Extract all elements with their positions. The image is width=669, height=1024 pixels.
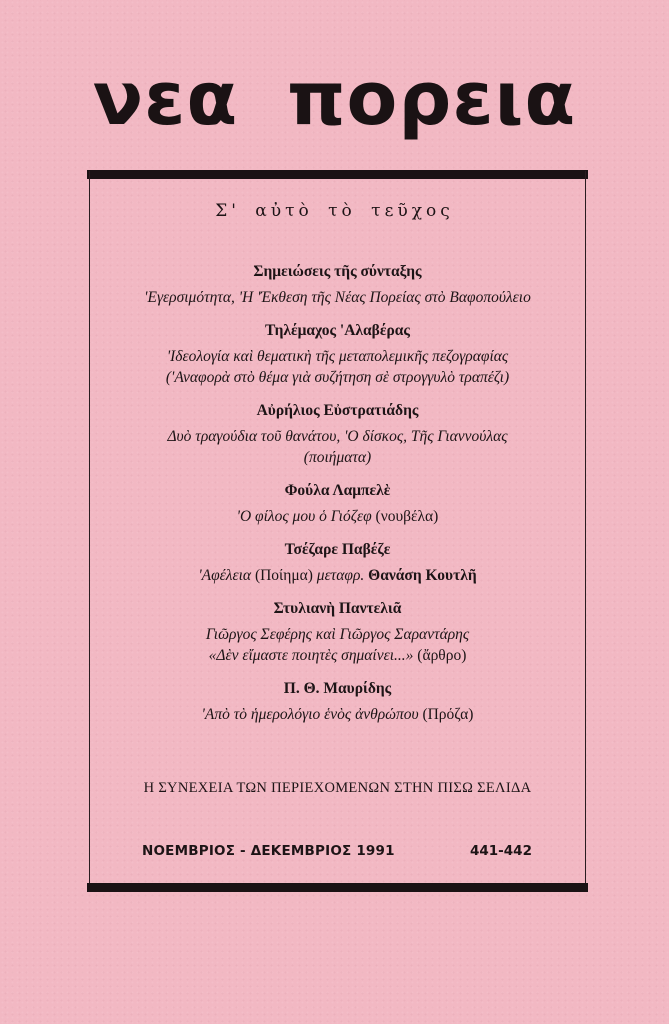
toc-author: Σημειώσεις τῆς σύνταξης — [253, 263, 422, 280]
toc-entry-editorial — [89, 262, 586, 308]
toc-work-title: 'Απὸ τὸ ἡμερολόγιο ἑνὸς ἀνθρώπου — [201, 706, 423, 723]
toc-work: 'Ιδεολογία καὶ θεματικὴ τῆς μεταπολεμικῆς πεζογραφίας — [166, 348, 509, 365]
toc-author: Τηλέμαχος 'Αλαβέρας — [265, 322, 410, 339]
toc-work: 'Εγερσιμότητα, 'Η 'Έκθεση τῆς Νέας Πορείας στὸ Βαφοπούλειο — [144, 289, 531, 306]
toc-author: Αὐρήλιος Εὐστρατιάδης — [256, 402, 419, 419]
toc-work-genre: (Πρόζα) — [422, 706, 474, 723]
toc-entry-alaveras — [89, 321, 586, 388]
toc-entry-eustratiadis — [89, 401, 586, 468]
magazine-title: νεα πορεια — [92, 56, 577, 142]
toc-work: Γιῶργος Σεφέρης καὶ Γιῶργος Σαραντάρης — [205, 626, 470, 643]
issue-number: 441-442 — [470, 843, 532, 859]
toc-work — [89, 704, 586, 725]
toc-entry-mavridis — [89, 679, 586, 725]
toc-author: Φούλα Λαμπελὲ — [284, 482, 391, 499]
toc-work-quote: «Δὲν εἴμαστε ποιητὲς σημαίνει...» — [208, 647, 418, 664]
toc-translator: Θανάση Κουτλῆ — [368, 567, 477, 584]
toc-work-genre: (ποιήματα) — [303, 449, 372, 466]
toc-work — [89, 506, 586, 527]
toc-entry-lampele — [89, 481, 586, 527]
toc-work-genre: (Ποίημα) — [254, 567, 313, 584]
table-of-contents — [89, 262, 586, 738]
issue-date: ΝΟΕΜΒΡΙΟΣ - ΔΕΚΕΜΒΡΙΟΣ 1991 — [142, 843, 395, 859]
toc-author: Π. Θ. Μαυρίδης — [283, 680, 392, 697]
continuation-note: Η ΣΥΝΕΧΕΙΑ ΤΩΝ ΠΕΡΙΕΧΟΜΕΝΩΝ ΣΤΗΝ ΠΙΣΩ ΣΕΛΙΔΑ — [143, 780, 532, 796]
toc-work — [89, 565, 586, 586]
toc-entry-pantelia — [89, 599, 586, 666]
toc-author: Στυλιανὴ Παντελιᾶ — [273, 600, 402, 617]
toc-entry-pavese — [89, 540, 586, 586]
toc-work-genre: (νουβέλα) — [375, 508, 439, 525]
toc-work: Δυὸ τραγούδια τοῦ θανάτου, 'Ο δίσκος, Τῆς Γιαννούλας — [167, 428, 508, 445]
contents-heading: Σ' αὐτὸ τὸ τεῦχος — [215, 201, 454, 221]
toc-work-subtitle: ('Αναφορὰ στὸ θέμα γιὰ συζήτηση σὲ στρογγυλὸ τραπέζι) — [165, 369, 510, 386]
toc-work-subtitle — [89, 645, 586, 666]
bottom-rule — [87, 883, 588, 892]
toc-work-genre: (ἄρθρο) — [417, 647, 467, 664]
toc-work-title: 'Ο φίλος μου ὁ Γιόζεφ — [236, 508, 376, 525]
toc-translation-label: μεταφρ. — [312, 567, 369, 584]
toc-author: Τσέζαρε Παβέζε — [284, 541, 391, 558]
toc-work-title: 'Αφέλεια — [198, 567, 255, 584]
